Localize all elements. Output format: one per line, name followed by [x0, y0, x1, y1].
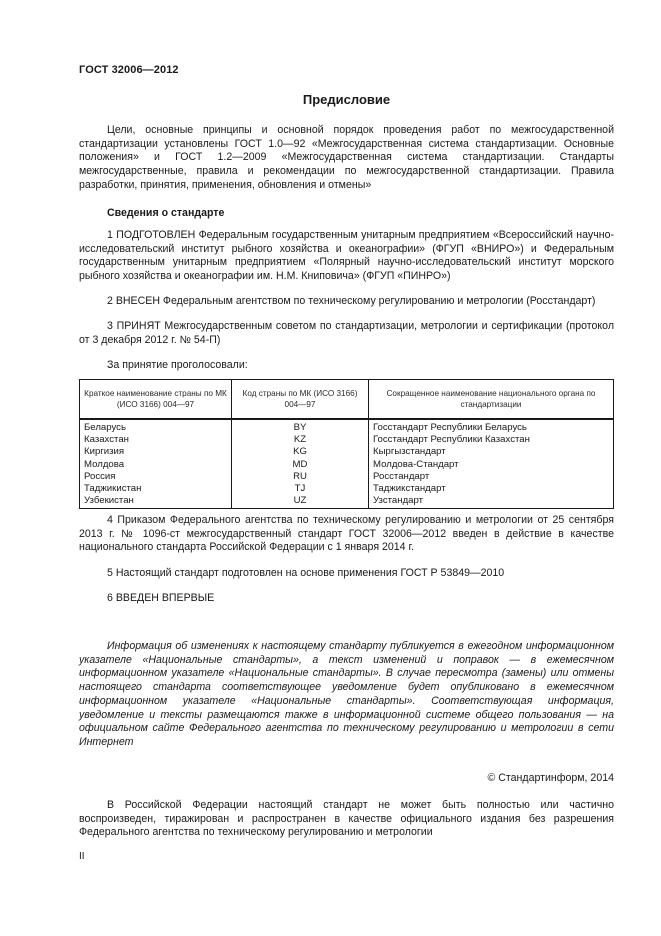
info-item-3: 3 ПРИНЯТ Межгосударственным советом по стандартизации, метрологии и сертификации (протокол от 3 декабря 2012 г. № 54-П)	[79, 320, 614, 346]
cell-code: BY	[232, 419, 369, 434]
cell-country: Узбекистан	[80, 495, 232, 509]
cell-country: Россия	[80, 471, 232, 483]
cell-country: Молдова	[80, 459, 232, 471]
section-heading-standard-info: Сведения о стандарте	[107, 207, 225, 219]
info-item-2: 2 ВНЕСЕН Федеральным агентством по техническому регулированию и метрологии (Росстандарт)	[107, 295, 596, 307]
cell-code: MD	[232, 459, 369, 471]
table-header-row	[80, 380, 614, 420]
cell-code: KG	[232, 446, 369, 458]
info-item-5: 5 Настоящий стандарт подготовлен на основе применения ГОСТ Р 53849—2010	[107, 567, 505, 579]
cell-country: Беларусь	[80, 419, 232, 434]
table-row	[80, 419, 614, 434]
cell-body: Госстандарт Республики Казахстан	[369, 434, 614, 446]
cell-body: Кыргызстандарт	[369, 446, 614, 458]
info-item-6: 6 ВВЕДЕН ВПЕРВЫЕ	[107, 592, 215, 604]
copyright-line: © Стандартинформ, 2014	[487, 772, 614, 784]
info-item-4: 4 Приказом Федерального агентства по техническому регулированию и метрологии от 25 сентября 2013 г. № 1096-ст межгосударственный стандарт ГОСТ 32006—2012 введен в действие в качестве национального стандарта Российской Федерации с 1 января 2014 г.	[79, 514, 614, 554]
table-row	[80, 495, 614, 509]
table-row	[80, 459, 614, 471]
cell-code: KZ	[232, 434, 369, 446]
page-number: II	[79, 851, 85, 862]
column-header-country: Краткое наименование страны по МК (ИСО 3166) 004—97	[80, 380, 232, 420]
reproduction-notice: В Российской Федерации настоящий стандарт не может быть полностью или частично воспроизведен, тиражирован и распространен в качестве официального издания без разрешения Федерального агентства по техническому регулированию и метрологии	[79, 799, 614, 839]
table-row	[80, 446, 614, 458]
cell-country: Киргизия	[80, 446, 232, 458]
column-header-body: Сокращенное наименование национального органа по стандартизации	[369, 380, 614, 420]
info-item-1: 1 ПОДГОТОВЛЕН Федеральным государственным унитарным предприятием «Всероссийский научно-исследовательский институт рыбного хозяйства и океанографии» (ФГУП «ВНИРО») и Федеральным государственным унитарным предприятием «Полярный научно-исследовательский институт морского рыбного хозяйства и океанографии им. Н.М. Книповича» (ФГУП «ПИНРО»)	[79, 229, 614, 283]
cell-body: Госстандарт Республики Беларусь	[369, 419, 614, 434]
document-id: ГОСТ 32006—2012	[79, 64, 179, 76]
cell-body: Узстандарт	[369, 495, 614, 509]
intro-paragraph: Цели, основные принципы и основной порядок проведения работ по межгосударственной стандартизации установлены ГОСТ 1.0—92 «Межгосударственная система стандартизации. Основные положения» и ГОСТ 1.2—2009 «Межгосударственная система стандартизации. Стандарты межгосударственные, правила и рекомендации по межгосударственной стандартизации. Правила разработки, принятия, применения, обновления и отмены»	[79, 124, 614, 191]
cell-code: UZ	[232, 495, 369, 509]
table-row	[80, 434, 614, 446]
changes-notice: Информация об изменениях к настоящему стандарту публикуется в ежегодном информационном указателе «Национальные стандарты», а текст изменений и поправок — в ежемесячном информационном указателе «Национальные стандарты». В случае пересмотра (замены) или отмены настоящего стандарта соответствующее уведомление будет опубликовано в ежемесячном информационном указателе «Национальные стандарты». Соответствующая информация, уведомление и тексты размещаются также в информационной системе общего пользования — на официальном сайте Федерального агентства по техническому регулированию и метрологии в сети Интернет	[79, 640, 614, 748]
page-title: Предисловие	[302, 92, 391, 107]
column-header-code: Код страны по МК (ИСО 3166) 004—97	[232, 380, 369, 420]
cell-code: TJ	[232, 483, 369, 495]
voted-label: За принятие проголосовали:	[107, 359, 248, 371]
cell-country: Казахстан	[80, 434, 232, 446]
cell-body: Таджикстандарт	[369, 483, 614, 495]
table-row	[80, 471, 614, 483]
voters-table	[79, 379, 614, 509]
table-row	[80, 483, 614, 495]
cell-body: Молдова-Стандарт	[369, 459, 614, 471]
cell-body: Росстандарт	[369, 471, 614, 483]
cell-code: RU	[232, 471, 369, 483]
cell-country: Таджикистан	[80, 483, 232, 495]
